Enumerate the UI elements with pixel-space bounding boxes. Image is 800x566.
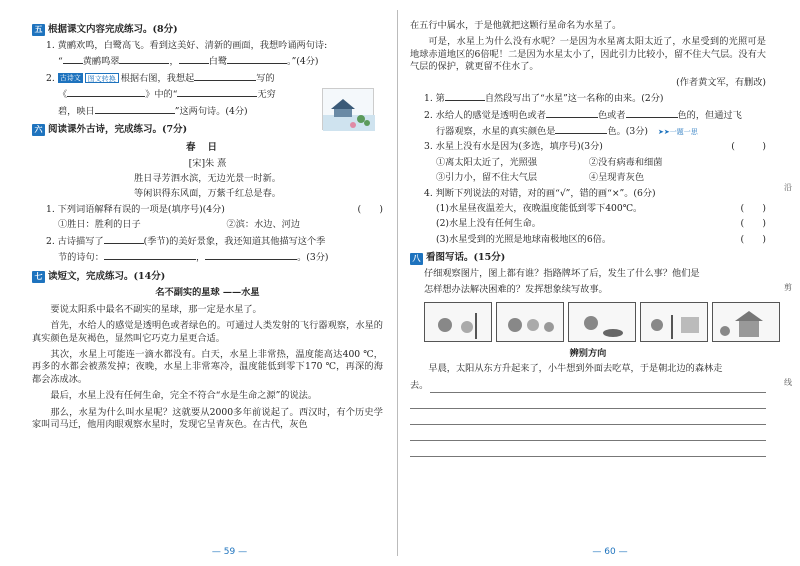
question-text: 1. 第 自然段写出了“水星”这一名称的由来。(2分) [424, 93, 664, 105]
source-note: (作者黄文军，有删改) [676, 76, 766, 88]
section-8-header [410, 252, 766, 265]
comic-panel [424, 302, 492, 342]
writing-line-first: 去。 [410, 377, 766, 393]
poem-line: 等闲识得东风面，万紫千红总是春。 [134, 188, 281, 200]
section-badge: 八 [410, 253, 423, 265]
question-text: 1. 黄鹂欢鸣，白鹭高飞。看到这美好、清新的画面，我想吟诵两句诗: [46, 39, 328, 51]
blank-line[interactable] [119, 55, 169, 64]
paragraph: 那么，水星为什么叫水星呢？这就要从2000多年前说起了。西汉时，有个历史学家叫司马迁，他用肉眼观察水星时，发现它呈青灰色。在古代，灰色 [32, 406, 383, 431]
page-number: — 60 — [592, 546, 628, 557]
paragraph: 可是，水星上为什么没有水呢？一是因为水星离太阳太近了，水星受到的光照可是地球赤道地区的6倍呢！二是因为水星太小了，因此引力比较小，留不住大气层。没有大气层的保护，就更留不住水了。 [410, 36, 766, 73]
answer-parentheses[interactable]: ( ) [740, 218, 766, 230]
blank-line[interactable] [626, 109, 678, 118]
writing-line[interactable] [430, 378, 766, 393]
paragraph: 首先，水给人的感觉是透明色或者绿色的。可通过人类发射的飞行器观察，水星的真实颜色是灰褐色，显然叫它巧克力星更合适。 [32, 320, 383, 344]
blank-line[interactable] [194, 72, 256, 81]
comic-panel [496, 302, 564, 342]
option: ②没有病毒和细菌 [588, 156, 663, 168]
paragraph: 在五行中属水，于是他就把这颗行星命名为水星了。 [410, 20, 622, 31]
question-text: 2. 水给人的感觉是透明色或者 色或者 色的，但通过飞 [424, 109, 742, 121]
cut-mark: 线 [784, 378, 792, 387]
question-text: 2. 古诗描写了 (季节)的美好景象，我还知道其他描写这个季 [46, 235, 326, 247]
judge-item: (2)水星上没有任何生命。 ( ) [436, 218, 766, 230]
tip-label: ➤➤一题一思 [658, 127, 698, 136]
question-text: 碧，映日 ”这两句诗。(4分) [58, 105, 248, 117]
blank-line[interactable] [555, 125, 607, 134]
option-row [32, 219, 383, 231]
writing-line[interactable] [410, 394, 766, 409]
writing-line[interactable] [410, 426, 766, 441]
section-badge: 五 [32, 24, 45, 36]
blank-line[interactable] [179, 55, 209, 64]
blank-line[interactable] [104, 235, 144, 244]
comic-panel [712, 302, 780, 342]
option: ②滨：水边、河边 [226, 219, 301, 231]
option: ③引力小，留不住大气层 [436, 172, 538, 184]
question-text: 2. 古诗文 图文转换 根据右图，我想起 写的 [46, 72, 275, 84]
question-text: 1. 下列词语解释有误的一项是(填序号)(4分) ( ) [46, 203, 383, 215]
paragraph: 其次，水星上可能连一滴水都没有。白天，水星上非常热，温度能高达400 ℃，再多的水都会被蒸发掉；夜晚，水星上非常寒冷，温度能低到零下170 ℃，再深的海都会冻成冰。 [32, 349, 383, 385]
left-page [0, 0, 395, 566]
page-divider [397, 10, 398, 556]
paragraph: 最后，水星上没有任何生命，完全不符合“水是生命之源”的说法。 [50, 390, 318, 402]
question-text: 《 》中的“ 无穷 [58, 89, 276, 101]
section-5-header [32, 24, 383, 37]
blank-line[interactable] [546, 109, 598, 118]
poem-title: 春日 [185, 141, 229, 153]
paragraph: 要说太阳系中最名不副实的星球，那一定是水星了。 [50, 303, 262, 315]
answer-parentheses[interactable]: ( ) [731, 141, 766, 153]
page-number: — 59 — [211, 546, 248, 557]
judge-item: (1)水星昼夜温差大，夜晚温度能低到零下400℃。 ( ) [436, 203, 766, 215]
blank-line[interactable] [63, 55, 83, 64]
blank-line[interactable] [177, 88, 257, 97]
cut-mark: 沿 [784, 183, 792, 192]
section-7-header [32, 271, 383, 284]
question-text: 节的诗句： ， 。(3分) [58, 252, 329, 264]
blank-line[interactable] [104, 251, 196, 260]
story-title: 辨别方向 [569, 347, 607, 359]
answer-parentheses[interactable]: ( ) [357, 203, 383, 215]
blank-line[interactable] [205, 251, 297, 260]
answer-parentheses[interactable]: ( ) [740, 233, 766, 245]
comic-panel [640, 302, 708, 342]
prompt-text: 仔细观察图片，图上都有谁？指路牌坏了后，发生了什么事？他们是 [424, 268, 700, 280]
option: ④呈现青灰色 [588, 172, 645, 184]
section-title: 根据课文内容完成练习。(8分) [48, 24, 178, 35]
writing-line[interactable] [410, 410, 766, 425]
blank-line[interactable] [67, 88, 145, 97]
cut-line-margin [780, 0, 794, 566]
question-text: 4. 判断下列说法的对错，对的画“√”，错的画“×”。(6分) [424, 187, 656, 199]
writing-line[interactable] [410, 442, 766, 457]
lotus-illustration [322, 88, 374, 130]
answer-parentheses[interactable]: ( ) [740, 203, 766, 215]
cut-mark: 剪 [784, 283, 792, 292]
question-text: “ 黄鹂鸣翠 ， 白鹭 。”(4分) [58, 56, 319, 68]
blank-line[interactable] [95, 105, 175, 114]
section-title: 看图写话。(15分) [426, 252, 506, 264]
tag-label: 图文转换 [85, 73, 119, 83]
blank-line[interactable] [445, 92, 485, 101]
question-text: 3. 水星上没有水是因为(多选，填序号)(3分) ( ) [424, 141, 766, 153]
poem-author: [宋]朱 熹 [188, 157, 227, 169]
comic-strip [424, 302, 766, 342]
option-row [410, 157, 766, 169]
story-start: 早晨，太阳从东方升起来了，小牛想到外面去吃草，于是朝北边的森林走 [428, 363, 723, 375]
essay-title: 名不副实的星球 ——水星 [155, 287, 260, 299]
prompt-text: 怎样想办法解决困难的？发挥想象续写故事。 [424, 283, 608, 295]
section-badge: 七 [32, 271, 45, 283]
blank-line[interactable] [227, 55, 287, 64]
question-text: 行器观察，水星的真实颜色是 色。(3分) ➤➤一题一思 [436, 125, 698, 137]
option: ①胜日：胜利的日子 [58, 219, 141, 231]
option-row [410, 172, 766, 184]
right-page [400, 0, 800, 566]
comic-panel [568, 302, 636, 342]
section-title: 读短文，完成练习。(14分) [48, 270, 166, 282]
tag-label: 古诗文 [59, 74, 81, 83]
poem-line: 胜日寻芳泗水滨，无边光景一时新。 [134, 172, 281, 184]
section-badge: 六 [32, 124, 45, 136]
option: ①离太阳太近了，光照强 [436, 156, 538, 168]
section-title: 阅读课外古诗，完成练习。(7分) [48, 123, 188, 135]
judge-item: (3)水星受到的光照是地球南极地区的6倍。 ( ) [436, 233, 766, 245]
